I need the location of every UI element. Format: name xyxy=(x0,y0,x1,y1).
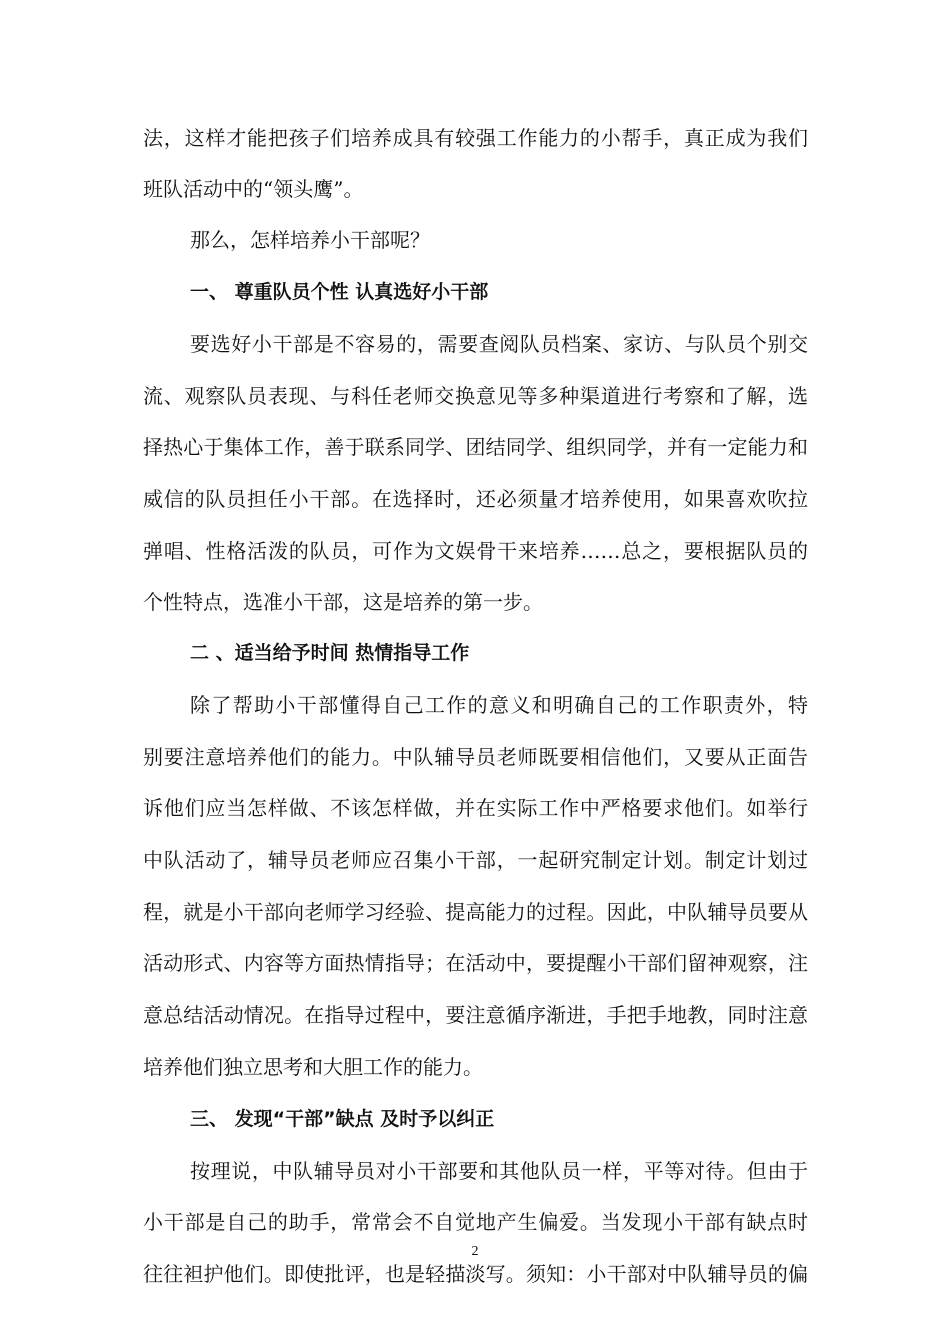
body-text-line: 弹唱、性格活泼的队员，可作为文娱骨干来培养……总之，要根据队员的 xyxy=(143,539,808,563)
body-text-line: 意总结活动情况。在指导过程中，要注意循序渐进，手把手地教，同时注意 xyxy=(143,1003,808,1027)
body-text-line: 威信的队员担任小干部。在选择时，还必须量才培养使用，如果喜欢吹拉 xyxy=(143,487,808,511)
body-text-line: 那么，怎样培养小干部呢？ xyxy=(190,228,430,252)
body-text-line: 班队活动中的“领头鹰”。 xyxy=(143,177,364,201)
section-heading-1: 一、 尊重队员个性 认真选好小干部 xyxy=(190,281,489,303)
body-text-line: 除了帮助小干部懂得自己工作的意义和明确自己的工作职责外，特 xyxy=(190,693,808,717)
body-text-line: 诉他们应当怎样做、不该怎样做，并在实际工作中严格要求他们。如举行 xyxy=(143,796,808,820)
body-text-line: 活动形式、内容等方面热情指导；在活动中，要提醒小干部们留神观察，注 xyxy=(143,951,808,975)
body-text-line: 培养他们独立思考和大胆工作的能力。 xyxy=(143,1055,483,1079)
section-heading-2: 二 、适当给予时间 热情指导工作 xyxy=(190,642,470,664)
body-text-line: 择热心于集体工作，善于联系同学、团结同学、组织同学，并有一定能力和 xyxy=(143,435,808,459)
body-text-line: 按理说，中队辅导员对小干部要和其他队员一样，平等对待。但由于 xyxy=(190,1159,808,1183)
body-text-line: 流、观察队员表现、与科任老师交换意见等多种渠道进行考察和了解，选 xyxy=(143,384,808,408)
body-text-line: 个性特点，选准小干部，这是培养的第一步。 xyxy=(143,590,543,614)
body-text-line: 程，就是小干部向老师学习经验、提高能力的过程。因此，中队辅导员要从 xyxy=(143,900,808,924)
body-text-line: 法，这样才能把孩子们培养成具有较强工作能力的小帮手，真正成为我们 xyxy=(143,126,808,150)
body-text-line: 小干部是自己的助手，常常会不自觉地产生偏爱。当发现小干部有缺点时 xyxy=(143,1210,808,1234)
body-text-line: 别要注意培养他们的能力。中队辅导员老师既要相信他们，又要从正面告 xyxy=(143,745,808,769)
body-text-line: 要选好小干部是不容易的，需要查阅队员档案、家访、与队员个别交 xyxy=(190,332,808,356)
page-number: 2 xyxy=(471,1244,479,1259)
body-text-line: 中队活动了，辅导员老师应召集小干部，一起研究制定计划。制定计划过 xyxy=(143,848,808,872)
body-text-line: 往往袒护他们。即使批评，也是轻描淡写。须知：小干部对中队辅导员的偏 xyxy=(143,1262,808,1286)
section-heading-3: 三、 发现“干部”缺点 及时予以纠正 xyxy=(190,1108,495,1130)
